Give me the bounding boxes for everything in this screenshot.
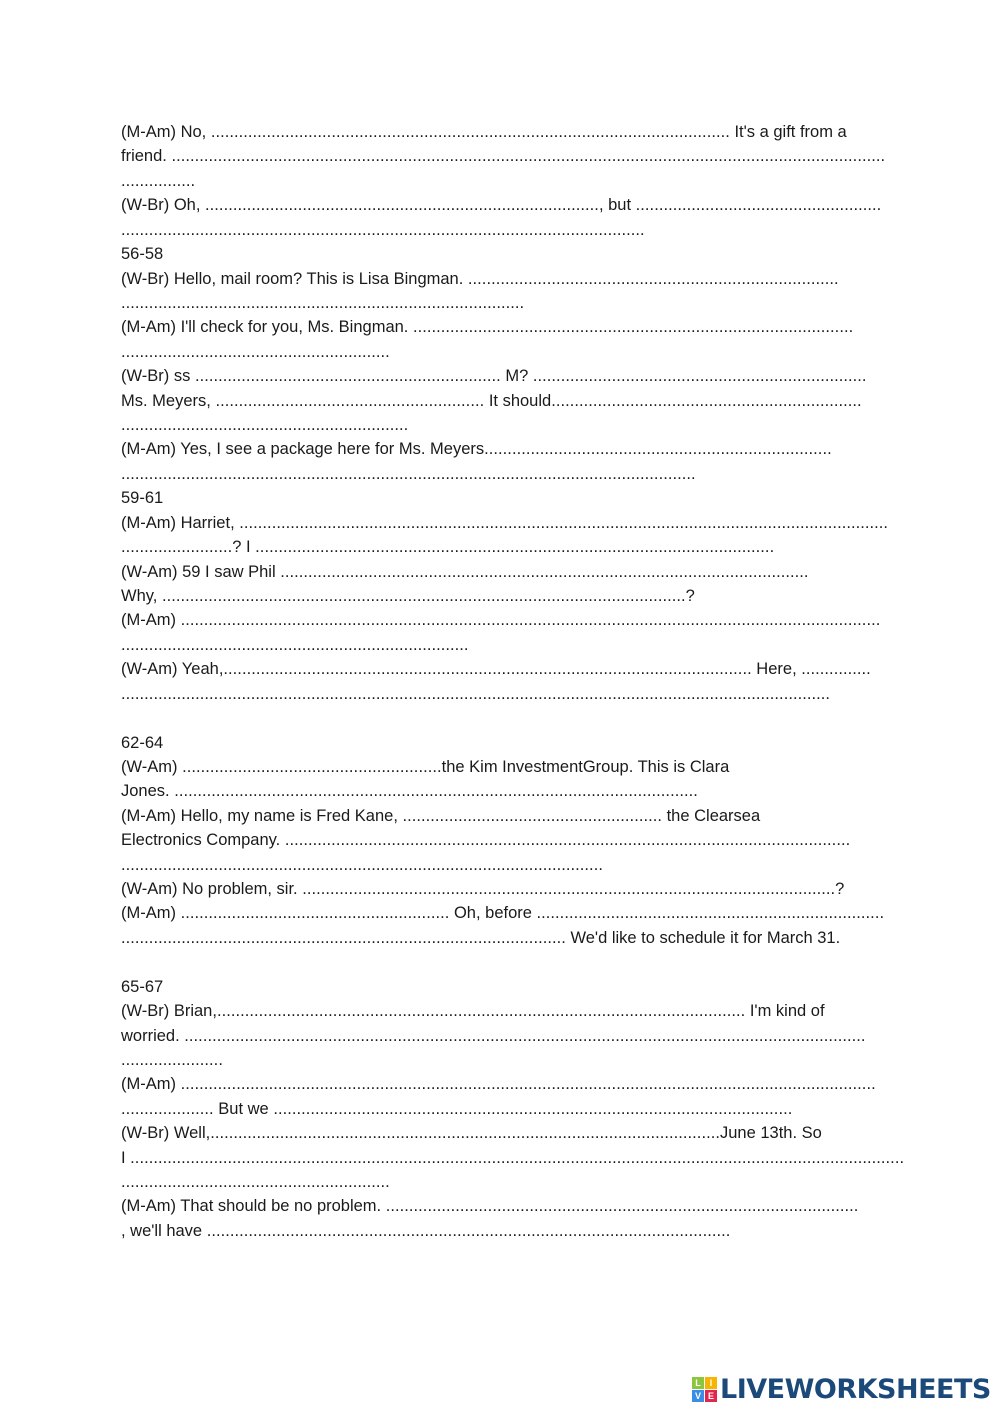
answer-blank[interactable]: ....................................................................................................................................................... [180,611,881,630]
answer-blank[interactable]: ...................................................................................................................................................... [180,1075,876,1094]
answer-blank[interactable]: ................................................................................ [467,269,839,288]
dialogue-line [121,779,698,803]
dialogue-text: It should [484,391,552,410]
dialogue-line [121,584,695,608]
dialogue-text: June 13th. So [719,1124,822,1143]
logo-tile: I [705,1377,717,1389]
answer-blank[interactable]: ....................................................................................... [121,293,525,312]
answer-blank[interactable]: .......................................................... [180,904,450,923]
dialogue-line [121,731,163,755]
dialogue-text: ? [835,880,845,899]
dialogue-line [121,462,696,486]
liveworksheets-logo [692,1374,991,1405]
dialogue-text: the Kim InvestmentGroup. This is Clara [441,757,730,776]
answer-blank[interactable]: ................................................................................................................... [302,880,836,899]
answer-blank[interactable]: ........................................................................................................ [121,855,603,874]
dialogue-text: (W-Am) Yeah, [121,660,224,679]
answer-blank[interactable]: .............................................................. [121,416,409,435]
dialogue-text: Why, [121,586,162,605]
answer-blank[interactable]: ........................ [121,538,233,557]
answer-blank[interactable]: ........................................................................... [536,904,885,923]
dialogue-text: It's a gift from a [729,123,847,141]
dialogue-text: (M-Am) I'll check for you, Ms. Bingman. [121,318,413,337]
answer-blank[interactable]: ........................................................ [402,806,663,825]
dialogue-line [121,413,408,437]
answer-blank[interactable]: ................................................................................................................ [255,538,775,557]
answer-blank[interactable]: ................................................................................................................ [210,123,730,141]
dialogue-line [121,120,847,144]
dialogue-line [121,828,850,852]
dialogue-line [121,926,840,950]
dialogue-text: We'd like to schedule it for March 31. [565,928,841,947]
dialogue-line [121,804,760,828]
dialogue-line [121,1194,858,1218]
answer-blank[interactable]: ........................................................................... [484,440,832,459]
dialogue-text: M? [500,367,533,386]
dialogue-text: I [121,1148,131,1167]
dialogue-text: ? [685,586,695,605]
dialogue-line [121,560,809,584]
answer-blank[interactable]: ........................................................................... [121,635,469,654]
answer-blank[interactable]: ..................................................................................... [205,196,599,215]
answer-blank[interactable]: .................................................................................................................. [223,660,752,679]
dialogue-line [121,315,853,339]
logo-tile: L [692,1377,704,1389]
dialogue-text: (M-Am) Hello, my name is Fred Kane, [121,806,403,825]
answer-blank[interactable]: ............................................................................................................................ [121,464,696,483]
answer-blank[interactable]: ................................................................................................................. [206,1221,731,1240]
answer-blank[interactable]: ................................................................................................................................................... [184,1026,866,1045]
dialogue-text: worried. [121,1026,185,1045]
answer-blank[interactable]: ................................................................................................................. [121,220,645,239]
dialogue-line [121,218,645,242]
dialogue-text: (W-Br) Well, [121,1124,211,1143]
dialogue-line [121,1072,876,1096]
dialogue-text: (W-Am) [121,757,183,776]
dialogue-text: I'm kind of [745,1002,825,1021]
question-range-heading: 62-64 [121,733,164,752]
dialogue-line [121,144,885,168]
answer-blank[interactable]: .......................................................... [121,1173,390,1192]
logo-tiles-icon [692,1377,717,1402]
dialogue-line [121,1024,866,1048]
answer-blank[interactable]: ................................................................... [551,391,862,410]
dialogue-text: (M-Am) [121,611,181,630]
dialogue-line [121,633,469,657]
dialogue-text: , but [598,196,636,215]
dialogue-line [121,877,844,901]
dialogue-text: (M-Am) No, [121,123,211,141]
answer-blank[interactable]: ................................................................................................................. [174,782,698,801]
answer-blank[interactable]: ............................................................................................... [412,318,854,337]
answer-blank[interactable]: ...................... [121,1050,223,1069]
dialogue-line [121,999,825,1023]
answer-blank[interactable]: ............................................................................................................................................ [239,513,889,532]
dialogue-text: ? I [232,538,256,557]
answer-blank[interactable]: .................................................................. [194,367,501,386]
dialogue-text: (W-Br) Hello, mail room? This is Lisa Bingman. [121,269,468,288]
answer-blank[interactable]: ..................................................... [635,196,882,215]
dialogue-line [121,340,390,364]
answer-blank[interactable]: .......................................................... [215,391,485,410]
dialogue-line [121,608,880,632]
answer-blank[interactable]: .................................................................................................................. [280,562,809,581]
dialogue-line [121,1048,223,1072]
answer-blank[interactable]: .......................................................................................................................... [284,831,851,850]
dialogue-text: friend. [121,147,172,166]
dialogue-text: (W-Br) Brian, [121,1002,217,1021]
answer-blank[interactable]: ................................................................................................................ [273,1099,793,1118]
dialogue-line [121,511,888,535]
dialogue-line [121,755,729,779]
dialogue-line [121,169,195,193]
answer-blank[interactable]: ....................................................................................................................................................................... [130,1148,905,1167]
answer-blank[interactable]: ........................................................ [182,757,442,776]
dialogue-line [121,1170,390,1194]
answer-blank[interactable]: .............................................................................................................. [210,1124,720,1143]
dialogue-line [121,437,832,461]
dialogue-text: Oh, before [449,904,537,923]
dialogue-line [121,975,163,999]
answer-blank[interactable]: ................................................................................................................. [161,586,686,605]
answer-blank[interactable]: .......................................................... [121,342,390,361]
answer-blank[interactable]: ................................................................................................ [121,928,566,947]
dialogue-line [121,682,830,706]
dialogue-line [121,657,871,681]
dialogue-line [121,1146,904,1170]
dialogue-text: But we [213,1099,274,1118]
dialogue-line [121,242,163,266]
logo-text: LIVEWORKSHEETS [720,1374,991,1405]
dialogue-text: (M-Am) That should be no problem. [121,1197,386,1216]
question-range-heading: 56-58 [121,245,164,264]
answer-blank[interactable]: ......................................................................................................................................................... [121,684,831,703]
answer-blank[interactable]: .................................................................................................................. [216,1002,746,1021]
dialogue-text: (W-Br) ss [121,367,195,386]
question-range-heading: 65-67 [121,977,164,996]
dialogue-text: (W-Am) No problem, sir. [121,880,303,899]
dialogue-text: (W-Am) 59 I saw Phil [121,562,281,581]
answer-blank[interactable]: .................... [121,1099,214,1118]
dialogue-text: (M-Am) [121,904,181,923]
logo-tile: E [705,1390,717,1402]
dialogue-text: Jones. [121,782,175,801]
answer-blank[interactable]: ........................................................................ [532,367,867,386]
answer-blank[interactable]: ...................................................................................................... [385,1197,859,1216]
dialogue-line [121,486,163,510]
dialogue-line [121,389,862,413]
dialogue-line [121,901,884,925]
logo-tile: V [692,1390,704,1402]
dialogue-text: (M-Am) Harriet, [121,513,240,532]
dialogue-text: (M-Am) [121,1075,181,1094]
dialogue-line [121,1121,822,1145]
question-range-heading: 59-61 [121,489,164,508]
answer-blank[interactable]: ............... [801,660,871,679]
dialogue-line [121,535,774,559]
dialogue-text: the Clearsea [662,806,761,825]
dialogue-text: Ms. Meyers, [121,391,216,410]
dialogue-line [121,364,867,388]
dialogue-line [121,291,524,315]
answer-blank[interactable]: ................ [121,171,196,190]
dialogue-line [121,1097,792,1121]
dialogue-line [121,853,603,877]
answer-blank[interactable]: .......................................................................................................................................................... [171,147,886,166]
dialogue-text: (W-Br) Oh, [121,196,206,215]
dialogue-line [121,1219,730,1243]
dialogue-line [121,193,881,217]
dialogue-text: Electronics Company. [121,831,285,850]
dialogue-text: , we'll have [121,1221,207,1240]
dialogue-text: (M-Am) Yes, I see a package here for Ms. Meyers [121,440,485,459]
dialogue-text: Here, [751,660,802,679]
dialogue-line [121,267,839,291]
